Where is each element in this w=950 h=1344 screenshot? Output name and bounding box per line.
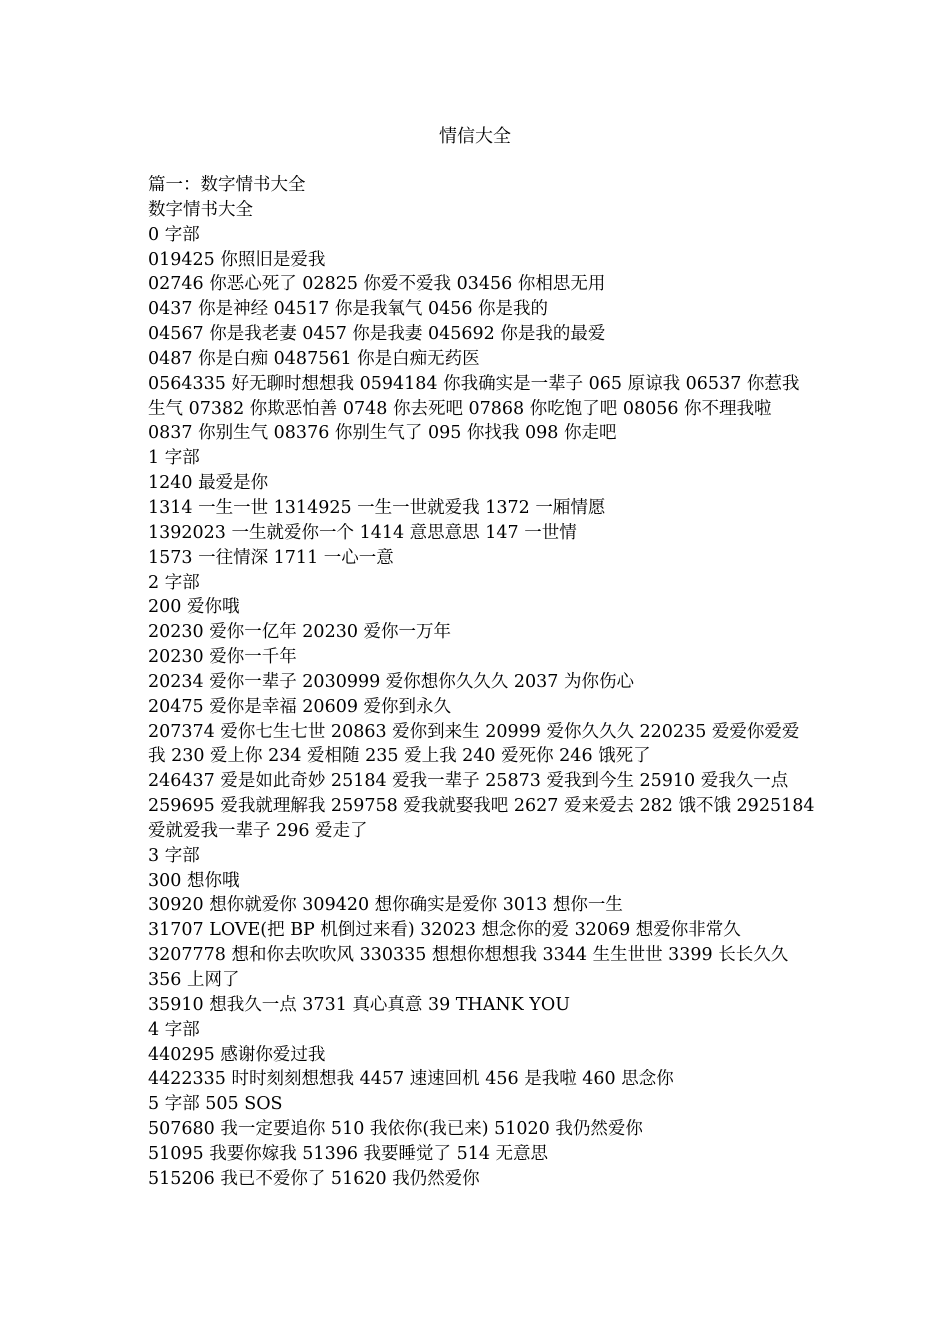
body-line: 200 爱你哦 bbox=[148, 597, 240, 618]
body-line: 51095 我要你嫁我 51396 我要睡觉了 514 无意思 bbox=[148, 1143, 549, 1164]
body-line: 1 字部 bbox=[148, 448, 200, 469]
body-line: 20230 爱你一亿年 20230 爱你一万年 bbox=[148, 622, 452, 643]
body-line: 259695 爱我就理解我 259758 爱我就娶我吧 2627 爱来爱去 282 饿不饿 2925184 bbox=[148, 796, 815, 817]
body-line: 31707 LOVE(把 BP 机倒过来看) 32023 想念你的爱 32069 想爱你非常久 bbox=[148, 920, 741, 941]
body-line: 0487 你是白痴 0487561 你是白痴无药医 bbox=[148, 348, 480, 369]
body-line: 30920 想你就爱你 309420 想你确实是爱你 3013 想你一生 bbox=[148, 895, 623, 916]
document-body bbox=[148, 173, 813, 1192]
body-line: 019425 你照旧是爱我 bbox=[148, 249, 326, 270]
body-line: 2 字部 bbox=[148, 572, 200, 593]
body-line: 507680 我一定要追你 510 我依你(我已来) 51020 我仍然爱你 bbox=[148, 1119, 643, 1140]
body-line: 1314 一生一世 1314925 一生一世就爱我 1372 一厢情愿 bbox=[148, 497, 606, 518]
body-line: 3207778 想和你去吹吹风 330335 想想你想想我 3344 生生世世 3399 长长久久 bbox=[148, 945, 789, 966]
body-line: 20230 爱你一千年 bbox=[148, 647, 297, 668]
body-line: 1573 一往情深 1711 一心一意 bbox=[148, 547, 394, 568]
body-line: 246437 爱是如此奇妙 25184 爱我一辈子 25873 爱我到今生 25910 爱我久一点 bbox=[148, 771, 789, 792]
body-line: 生气 07382 你欺恶怕善 0748 你去死吧 07868 你吃饱了吧 08056 你不理我啦 bbox=[148, 398, 772, 419]
body-line: 1392023 一生就爱你一个 1414 意思意思 147 一世情 bbox=[148, 522, 577, 543]
body-line: 356 上网了 bbox=[148, 970, 240, 990]
body-line: 04567 你是我老妻 0457 你是我妻 045692 你是我的最爱 bbox=[148, 324, 606, 345]
body-line: 440295 感谢你爱过我 bbox=[148, 1044, 326, 1065]
body-line: 4 字部 bbox=[148, 1019, 200, 1040]
body-line: 0 字部 bbox=[148, 224, 200, 245]
body-line: 02746 你恶心死了 02825 你爱不爱我 03456 你相思无用 bbox=[148, 274, 606, 295]
body-line: 300 想你哦 bbox=[148, 870, 240, 891]
body-line: 爱就爱我一辈子 296 爱走了 bbox=[148, 820, 368, 841]
body-line: 515206 我已不爱你了 51620 我仍然爱你 bbox=[148, 1168, 480, 1189]
body-line: 数字情书大全 bbox=[148, 199, 253, 220]
body-line: 4422335 时时刻刻想想我 4457 速速回机 456 是我啦 460 思念你 bbox=[148, 1069, 674, 1090]
body-line: 5 字部 505 SOS bbox=[148, 1094, 283, 1115]
body-line: 3 字部 bbox=[148, 845, 200, 866]
body-line: 0564335 好无聊时想想我 0594184 你我确实是一辈子 065 原谅我 06537 你惹我 bbox=[148, 373, 800, 394]
body-line: 1240 最爱是你 bbox=[148, 473, 269, 494]
body-line: 35910 想我久一点 3731 真心真意 39 THANK YOU bbox=[148, 994, 570, 1015]
body-line: 20234 爱你一辈子 2030999 爱你想你久久久 2037 为你伤心 bbox=[148, 671, 634, 692]
body-line: 篇一：数字情书大全 bbox=[148, 175, 306, 195]
body-line: 0437 你是神经 04517 你是我氧气 0456 你是我的 bbox=[148, 299, 549, 320]
body-line: 20475 爱你是幸福 20609 爱你到永久 bbox=[148, 696, 452, 717]
body-line: 0837 你别生气 08376 你别生气了 095 你找我 098 你走吧 bbox=[148, 423, 617, 444]
document-title: 情信大全 bbox=[439, 126, 511, 147]
body-line: 207374 爱你七生七世 20863 爱你到来生 20999 爱你久久久 220235 爱爱你爱爱 bbox=[148, 721, 800, 742]
body-line: 我 230 爱上你 234 爱相随 235 爱上我 240 爱死你 246 饿死了 bbox=[148, 746, 651, 767]
